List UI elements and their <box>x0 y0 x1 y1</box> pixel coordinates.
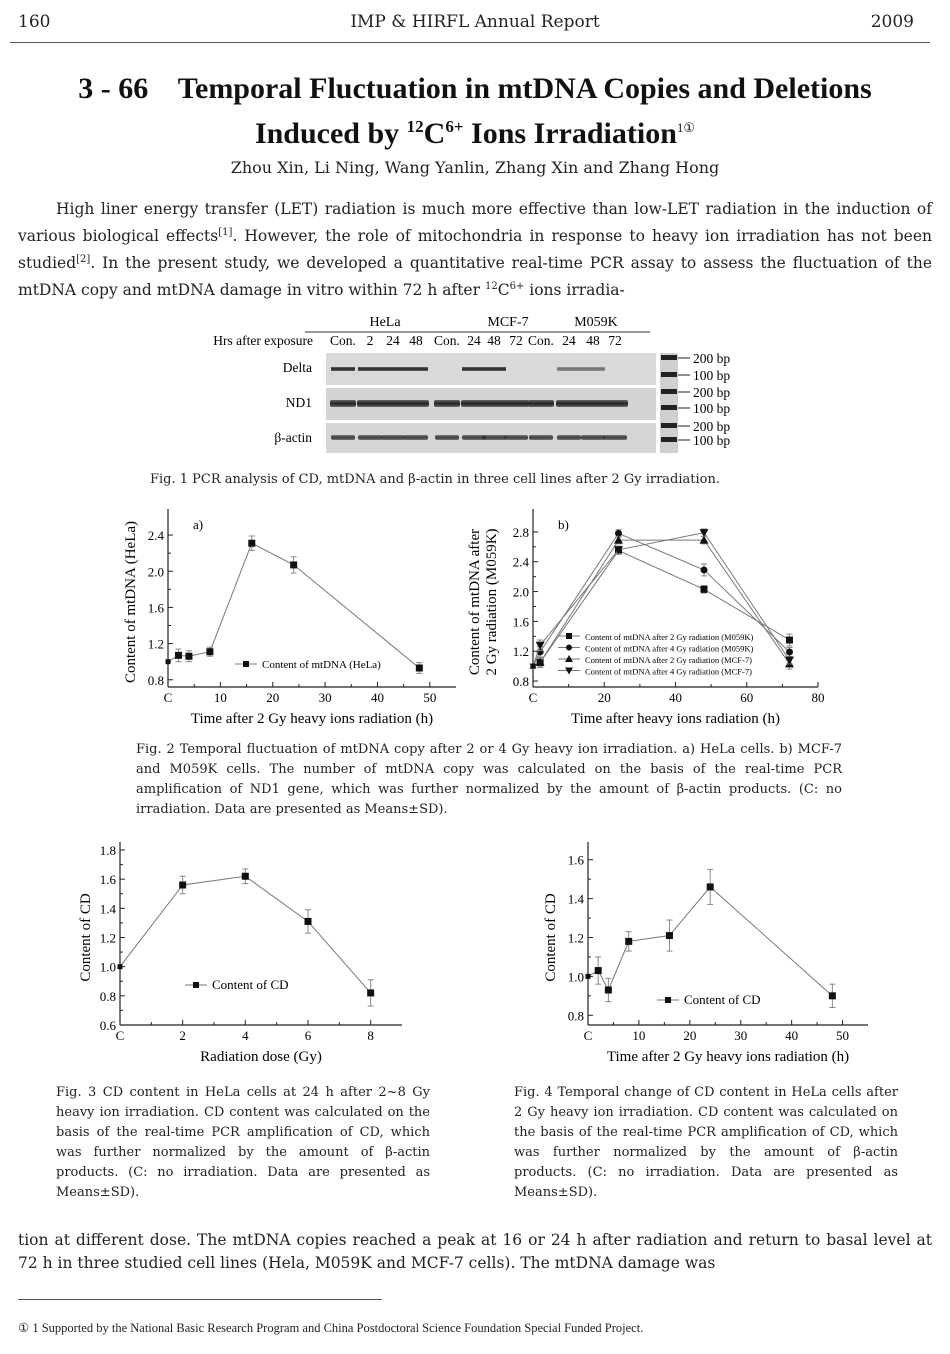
lane-label: 2 <box>366 333 374 348</box>
y-tick-label: 2.0 <box>147 564 164 580</box>
text: . However, the role of mitochondria in response to heavy ion irradiation has not been studied <box>18 227 932 273</box>
y-tick-label: 2.4 <box>147 528 164 544</box>
y-axis-label: Content of CD <box>78 893 94 982</box>
x-tick-label: 40 <box>370 690 384 705</box>
fig4-caption: Fig. 4 Temporal change of CD content in HeLa cells after 2 Gy heavy ion irradiation. CD content was calculated on the basis of the real-time PCR amplification of CD, which was further normalized by the amount of β-actin products. (C: no irradiation. Data are presented as Means±SD). <box>514 1085 898 1200</box>
y-tick-label: 1.0 <box>99 959 116 975</box>
y-tick-label: 1.2 <box>99 930 116 946</box>
ion-charge: 6+ <box>445 117 464 136</box>
x-axis-label: Time after 2 Gy heavy ions radiation (h) <box>606 1049 850 1065</box>
row-delta: Delta <box>282 360 312 375</box>
row-beta-actin: β-actin <box>274 430 312 445</box>
article-title <box>0 70 950 153</box>
text: . In the present study, we developed a quantitative real-time PCR assay to assess the fluctuation of the mtDNA copy and mtDNA damage in vitro within 72 h after <box>18 254 932 300</box>
x-tick-label: C <box>583 1028 593 1043</box>
x-tick-label: 2 <box>179 1028 186 1043</box>
y-tick-label: 1.6 <box>512 614 529 630</box>
x-tick-label: 30 <box>318 690 332 705</box>
y-tick-label: 1.6 <box>99 872 116 888</box>
x-tick-label: C <box>163 690 173 705</box>
citation-1[interactable]: [1] <box>218 227 233 238</box>
legend-entry: Content of mtDNA (HeLa) <box>262 659 381 671</box>
y-tick-label: 1.4 <box>567 891 584 907</box>
header-rule <box>10 42 930 43</box>
footnote-rule <box>18 1299 382 1300</box>
y-axis-label: Content of CD <box>543 893 559 982</box>
fig1-caption: Fig. 1 PCR analysis of CD, mtDNA and β-actin in three cell lines after 2 Gy irradiation. <box>150 472 720 487</box>
lane-label: 24 <box>562 333 576 348</box>
y-tick-label: 0.8 <box>99 988 116 1004</box>
y-tick-label: 1.8 <box>99 843 116 858</box>
x-tick-label: 40 <box>669 690 682 705</box>
page-number: 160 <box>18 12 51 32</box>
footnote: ① 1 Supported by the National Basic Research Program and China Postdoctoral Science Foundation Special Funded Project. <box>18 1321 644 1335</box>
x-tick-label: 10 <box>632 1028 646 1043</box>
text: High liner energy transfer (LET) radiation is much more effective than low-LET radiation in the induction of various biological effects <box>18 200 932 246</box>
ion-charge: 6+ <box>509 281 525 293</box>
marker-label: 100 bp <box>693 368 731 383</box>
panel-label: a) <box>193 517 204 532</box>
x-tick-label: 40 <box>785 1028 799 1043</box>
lane-label: 72 <box>509 333 523 348</box>
y-tick-label: 2.4 <box>512 554 529 570</box>
x-axis-label: Radiation dose (Gy) <box>200 1049 322 1065</box>
x-tick-label: 4 <box>242 1028 249 1043</box>
marker-label: 200 bp <box>693 419 731 434</box>
fig4-chart <box>535 838 875 1068</box>
lane-label: Con. <box>528 333 554 348</box>
x-tick-label: 6 <box>304 1028 312 1043</box>
x-tick-label: 20 <box>266 690 280 705</box>
title-footnote-mark: 1① <box>676 120 696 135</box>
element: C <box>497 281 510 300</box>
y-tick-label: 2.8 <box>512 524 529 540</box>
x-tick-label: 60 <box>740 690 754 705</box>
row-nd1: ND1 <box>285 395 312 410</box>
journal-name: IMP & HIRFL Annual Report <box>350 12 600 32</box>
y-tick-label: 0.6 <box>99 1018 116 1033</box>
intro-paragraph <box>18 198 932 302</box>
title-line-2-pre: Induced by <box>254 117 407 150</box>
isotope-mass: 12 <box>406 117 424 136</box>
y-tick-label: 1.2 <box>147 636 164 652</box>
body-paragraph-continued: tion at different dose. The mtDNA copies reached a peak at 16 or 24 h after radiation and return to basal level at 72 h in three studied cell lines (Hela, M059K and MCF-7 cells). The mtDNA damage was <box>18 1231 932 1272</box>
y-tick-label: 1.6 <box>147 600 164 616</box>
cell-line-mcf7: MCF-7 <box>487 315 529 330</box>
marker-label: 100 bp <box>693 433 731 448</box>
x-tick-label: C <box>115 1028 125 1043</box>
x-tick-label: 80 <box>811 690 825 705</box>
cell-line-hela: HeLa <box>369 315 401 330</box>
lane-label: Con. <box>434 333 460 348</box>
lane-label: 48 <box>409 333 423 348</box>
legend-entry: Content of mtDNA after 4 Gy radiation (M059K) <box>585 643 754 654</box>
legend-entry: Content of CD <box>212 977 289 992</box>
element: C <box>423 117 446 150</box>
y-axis-label: Content of mtDNA (HeLa) <box>123 520 139 684</box>
x-axis-label: Time after heavy ions radiation (h) <box>571 711 780 727</box>
x-axis-label: Time after 2 Gy heavy ions radiation (h) <box>190 711 434 727</box>
fig3-caption: Fig. 3 CD content in HeLa cells at 24 h after 2~8 Gy heavy ion irradiation. CD content was calculated on the basis of the real-time PCR amplification of CD, which was further normalized by the amount of β-actin products. (C: no irradiation. Data are presented as Means±SD). <box>56 1085 430 1200</box>
y-tick-label: 0.8 <box>147 672 164 688</box>
legend-entry: Content of mtDNA after 2 Gy radiation (MCF-7) <box>585 655 752 665</box>
marker-label: 200 bp <box>693 351 731 366</box>
x-tick-label: 50 <box>423 690 437 705</box>
text: ions irradia- <box>524 281 625 300</box>
lane-label: 72 <box>608 333 622 348</box>
y-tick-label: 2.0 <box>512 584 529 600</box>
lane-label: 24 <box>467 333 481 348</box>
fig3-chart <box>70 838 420 1068</box>
panel-label: b) <box>558 517 569 532</box>
y-tick-label: 1.2 <box>512 644 529 660</box>
x-tick-label: 10 <box>213 690 227 705</box>
isotope-mass: 12 <box>484 281 498 293</box>
marker-label: 200 bp <box>693 385 731 400</box>
y-tick-label: 0.8 <box>512 674 529 690</box>
x-tick-label: 20 <box>683 1028 697 1043</box>
legend-entry: Content of mtDNA after 4 Gy radiation (MCF-7) <box>585 666 752 677</box>
lane-label: Con. <box>330 333 356 348</box>
fig2b-chart <box>465 505 835 730</box>
x-tick-label: 8 <box>367 1028 374 1043</box>
marker-label: 100 bp <box>693 401 731 416</box>
fig1-gel-image <box>200 312 790 457</box>
x-tick-label: C <box>528 690 538 705</box>
legend-entry: Content of mtDNA after 2 Gy radiation (M059K) <box>585 632 754 642</box>
legend-entry: Content of CD <box>684 992 761 1007</box>
year: 2009 <box>870 12 914 32</box>
lane-label: 48 <box>487 333 501 348</box>
cell-line-m059k: M059K <box>574 315 618 330</box>
lane-label: 24 <box>386 333 400 348</box>
y-axis-label: Content of mtDNA after2 Gy radiation (M059K) <box>467 528 500 676</box>
y-tick-label: 1.4 <box>99 901 116 917</box>
title-line-2-post: Ions Irradiation <box>463 117 677 150</box>
authors: Zhou Xin, Li Ning, Wang Yanlin, Zhang Xin and Zhang Hong <box>230 158 720 177</box>
title-line-1: Temporal Fluctuation in mtDNA Copies and Deletions <box>177 72 872 105</box>
row-header: Hrs after exposure <box>213 333 313 348</box>
article-number: 3 - 66 <box>78 72 149 105</box>
y-tick-label: 1.6 <box>567 852 584 868</box>
y-tick-label: 0.8 <box>567 1008 584 1024</box>
fig2-caption: Fig. 2 Temporal fluctuation of mtDNA copy after 2 or 4 Gy heavy ion irradiation. a) HeLa cells. b) MCF-7 and M059K cells. The number of mtDNA copy was calculated on the basis of the real-time PCR amplification of ND1 gene, which was further normalized by the amount of β-actin products. (C: no irradiation. Data are presented as Means±SD). <box>136 742 842 817</box>
citation-2[interactable]: [2] <box>76 254 91 266</box>
x-tick-label: 20 <box>597 690 611 705</box>
running-head <box>0 10 950 40</box>
y-tick-label: 1.0 <box>567 969 584 985</box>
fig2a-chart <box>115 505 460 730</box>
x-tick-label: 50 <box>836 1028 850 1043</box>
x-tick-label: 30 <box>734 1028 748 1043</box>
y-tick-label: 1.2 <box>567 930 584 946</box>
lane-label: 48 <box>586 333 600 348</box>
